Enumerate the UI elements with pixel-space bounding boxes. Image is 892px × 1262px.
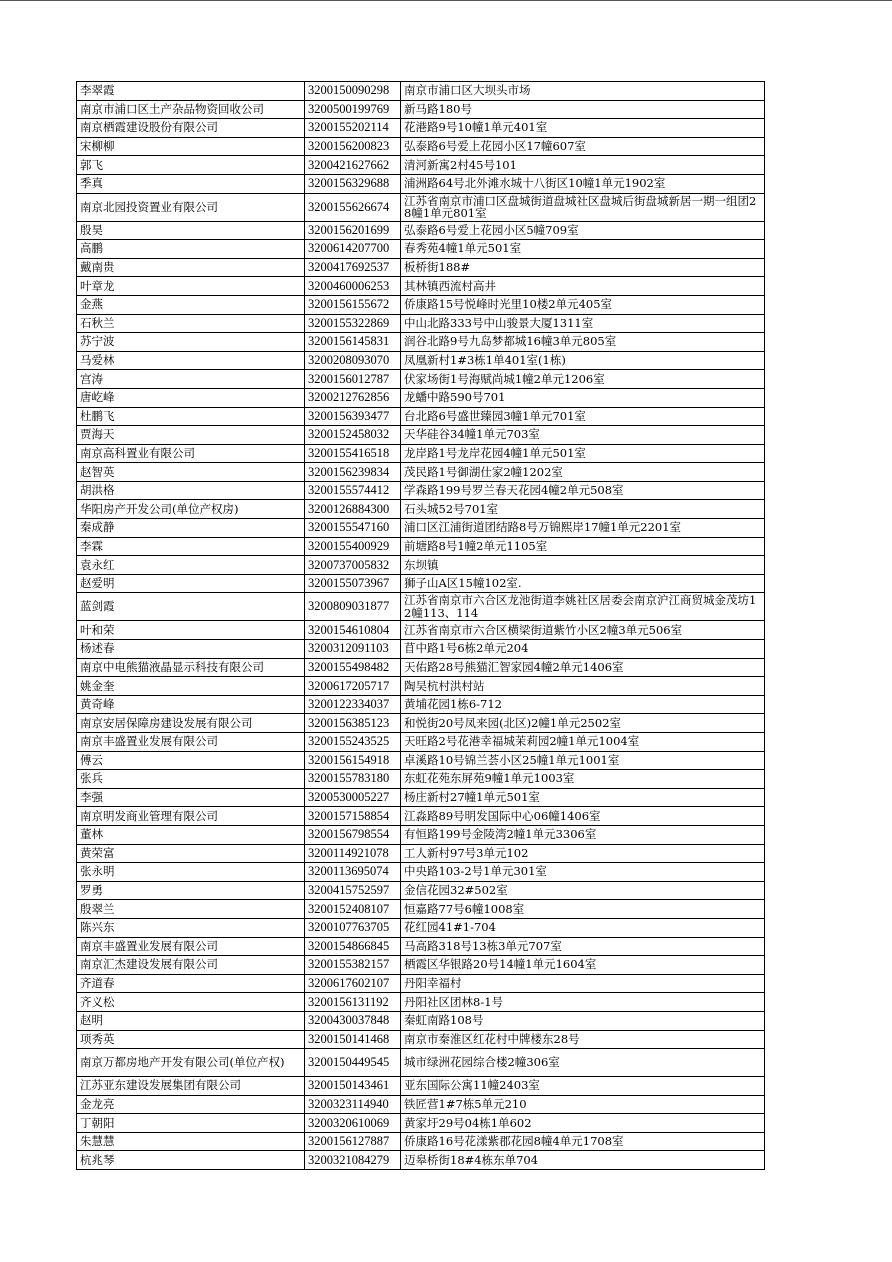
address-cell: 台北路6号盛世臻园3幢1单元701室 bbox=[401, 407, 765, 426]
table-row bbox=[77, 519, 765, 538]
address-cell: 龙岸路1号龙岸花园4幢1单元501室 bbox=[401, 444, 765, 463]
account-number-cell: 3200809031877 bbox=[305, 593, 401, 621]
table-row bbox=[77, 407, 765, 426]
account-number-cell: 3200500199769 bbox=[305, 100, 401, 119]
address-cell: 弘泰路6号爱上花园小区17幢607室 bbox=[401, 137, 765, 156]
address-cell: 弘泰路6号爱上花园小区5幢709室 bbox=[401, 221, 765, 240]
account-number-cell: 3200321084279 bbox=[305, 1151, 401, 1170]
owner-name-cell: 黄奇峰 bbox=[77, 695, 305, 714]
table-row bbox=[77, 426, 765, 445]
address-cell: 黄家圩29号04栋1单602 bbox=[401, 1114, 765, 1133]
owner-name-cell: 胡洪格 bbox=[77, 481, 305, 500]
table-row bbox=[77, 240, 765, 259]
table-row bbox=[77, 993, 765, 1012]
address-cell: 南京市秦淮区红花村中牌楼东28号 bbox=[401, 1030, 765, 1049]
owner-name-cell: 南京明发商业管理有限公司 bbox=[77, 807, 305, 826]
address-cell: 板桥街188# bbox=[401, 258, 765, 277]
address-cell: 江苏省南京市六合区横梁街道紫竹小区2幢3单元506室 bbox=[401, 621, 765, 640]
address-cell: 杨庄新村27幢1单元501室 bbox=[401, 788, 765, 807]
account-number-cell: 3200155202114 bbox=[305, 119, 401, 138]
address-cell: 天华硅谷34幢1单元703室 bbox=[401, 426, 765, 445]
table-row bbox=[77, 1132, 765, 1151]
table-row bbox=[77, 444, 765, 463]
table-row bbox=[77, 1151, 765, 1170]
owner-name-cell: 李翠霞 bbox=[77, 82, 305, 101]
owner-name-cell: 董林 bbox=[77, 825, 305, 844]
account-number-cell: 3200614207700 bbox=[305, 240, 401, 259]
table-row bbox=[77, 119, 765, 138]
address-cell: 茂民路1号御湖仕家2幢1202室 bbox=[401, 463, 765, 482]
owner-name-cell: 杭兆琴 bbox=[77, 1151, 305, 1170]
table-row bbox=[77, 593, 765, 621]
owner-name-cell: 高鹏 bbox=[77, 240, 305, 259]
table-row bbox=[77, 844, 765, 863]
address-cell: 浦洲路64号北外滩水城十八街区10幢1单元1902室 bbox=[401, 174, 765, 193]
address-cell: 栖霞区华银路20号14幢1单元1604室 bbox=[401, 956, 765, 975]
account-number-cell: 3200152458032 bbox=[305, 426, 401, 445]
account-number-cell: 3200155626674 bbox=[305, 193, 401, 221]
owner-name-cell: 金龙亮 bbox=[77, 1095, 305, 1114]
account-number-cell: 3200737005832 bbox=[305, 556, 401, 575]
table-row bbox=[77, 956, 765, 975]
table-row bbox=[77, 574, 765, 593]
address-cell: 清河新寓2村45号101 bbox=[401, 156, 765, 175]
owner-name-cell: 殷翠兰 bbox=[77, 900, 305, 919]
account-number-cell: 3200156393477 bbox=[305, 407, 401, 426]
account-number-cell: 3200156131192 bbox=[305, 993, 401, 1012]
address-cell: 江苏省南京市六合区龙池街道李姚社区居委会南京沪江商贸城金茂坊12幢113、114 bbox=[401, 593, 765, 621]
address-cell: 秦虹南路108号 bbox=[401, 1011, 765, 1030]
address-cell: 新马路180号 bbox=[401, 100, 765, 119]
address-cell: 侨康路15号悦峰时光里10楼2单元405室 bbox=[401, 295, 765, 314]
owner-name-cell: 石秋兰 bbox=[77, 314, 305, 333]
owner-name-cell: 张永明 bbox=[77, 863, 305, 882]
owner-name-cell: 陈兴东 bbox=[77, 918, 305, 937]
address-cell: 花港路9号10幢1单元401室 bbox=[401, 119, 765, 138]
account-number-cell: 3200312091103 bbox=[305, 640, 401, 659]
address-cell: 学森路199号罗兰春天花园4幢2单元508室 bbox=[401, 481, 765, 500]
address-cell: 亚东国际公寓11幢2403室 bbox=[401, 1077, 765, 1096]
account-number-cell: 3200155574412 bbox=[305, 481, 401, 500]
address-cell: 马高路318号13栋3单元707室 bbox=[401, 937, 765, 956]
owner-name-cell: 贾海天 bbox=[77, 426, 305, 445]
account-number-cell: 3200150143461 bbox=[305, 1077, 401, 1096]
address-cell: 其林镇西流村高井 bbox=[401, 277, 765, 296]
owner-name-cell: 南京丰盛置业发展有限公司 bbox=[77, 733, 305, 752]
address-cell: 卓溪路10号锦兰荟小区25幢1单元1001室 bbox=[401, 751, 765, 770]
address-cell: 龙蟠中路590号701 bbox=[401, 388, 765, 407]
owner-name-cell: 宋柳柳 bbox=[77, 137, 305, 156]
records-table bbox=[76, 81, 765, 1170]
account-number-cell: 3200155322869 bbox=[305, 314, 401, 333]
page-top-rule bbox=[0, 0, 892, 1]
table-row bbox=[77, 1049, 765, 1077]
account-number-cell: 3200617205717 bbox=[305, 677, 401, 696]
account-number-cell: 3200155073967 bbox=[305, 574, 401, 593]
owner-name-cell: 苏宁波 bbox=[77, 333, 305, 352]
table-row bbox=[77, 807, 765, 826]
owner-name-cell: 丁朝阳 bbox=[77, 1114, 305, 1133]
owner-name-cell: 姚金奎 bbox=[77, 677, 305, 696]
table-row bbox=[77, 351, 765, 370]
account-number-cell: 3200155498482 bbox=[305, 658, 401, 677]
address-cell: 丹阳幸福村 bbox=[401, 974, 765, 993]
owner-name-cell: 南京栖霞建设股份有限公司 bbox=[77, 119, 305, 138]
account-number-cell: 3200320610069 bbox=[305, 1114, 401, 1133]
table-row bbox=[77, 370, 765, 389]
owner-name-cell: 蓝剑霞 bbox=[77, 593, 305, 621]
owner-name-cell: 秦成静 bbox=[77, 519, 305, 538]
account-number-cell: 3200156798554 bbox=[305, 825, 401, 844]
address-cell: 前塘路8号1幢2单元1105室 bbox=[401, 537, 765, 556]
owner-name-cell: 季真 bbox=[77, 174, 305, 193]
table-row bbox=[77, 640, 765, 659]
table-row bbox=[77, 695, 765, 714]
owner-name-cell: 殷昊 bbox=[77, 221, 305, 240]
address-cell: 苜中路1号6栋2单元204 bbox=[401, 640, 765, 659]
account-number-cell: 3200156012787 bbox=[305, 370, 401, 389]
account-number-cell: 3200212762856 bbox=[305, 388, 401, 407]
address-cell: 黄埔花园1栋6-712 bbox=[401, 695, 765, 714]
address-cell: 花红园41#1-704 bbox=[401, 918, 765, 937]
account-number-cell: 3200156329688 bbox=[305, 174, 401, 193]
owner-name-cell: 齐道春 bbox=[77, 974, 305, 993]
address-cell: 金信花园32#502室 bbox=[401, 881, 765, 900]
table-row bbox=[77, 881, 765, 900]
table-row bbox=[77, 658, 765, 677]
account-number-cell: 3200208093070 bbox=[305, 351, 401, 370]
table-row bbox=[77, 537, 765, 556]
table-row bbox=[77, 677, 765, 696]
address-cell: 陶吴杭村洪村站 bbox=[401, 677, 765, 696]
owner-name-cell: 傅云 bbox=[77, 751, 305, 770]
owner-name-cell: 叶章龙 bbox=[77, 277, 305, 296]
owner-name-cell: 华阳房产开发公司(单位产权房) bbox=[77, 500, 305, 519]
table-row bbox=[77, 770, 765, 789]
account-number-cell: 3200155400929 bbox=[305, 537, 401, 556]
owner-name-cell: 张兵 bbox=[77, 770, 305, 789]
address-cell: 石头城52号701室 bbox=[401, 500, 765, 519]
address-cell: 伏家场街1号海赋尚城1幢2单元1206室 bbox=[401, 370, 765, 389]
account-number-cell: 3200430037848 bbox=[305, 1011, 401, 1030]
address-cell: 江苏省南京市浦口区盘城街道盘城社区盘城后街盘城新居一期一组团28幢1单元801室 bbox=[401, 193, 765, 221]
account-number-cell: 3200152408107 bbox=[305, 900, 401, 919]
table-row bbox=[77, 974, 765, 993]
owner-name-cell: 金燕 bbox=[77, 295, 305, 314]
address-cell: 狮子山A区15幢102室. bbox=[401, 574, 765, 593]
table-row bbox=[77, 751, 765, 770]
owner-name-cell: 南京市浦口区土产杂品物资回收公司 bbox=[77, 100, 305, 119]
owner-name-cell: 罗勇 bbox=[77, 881, 305, 900]
table-row bbox=[77, 621, 765, 640]
table-row bbox=[77, 100, 765, 119]
table-row bbox=[77, 1030, 765, 1049]
account-number-cell: 3200156385123 bbox=[305, 714, 401, 733]
account-number-cell: 3200156239834 bbox=[305, 463, 401, 482]
table-row bbox=[77, 900, 765, 919]
address-cell: 铁匠营1#7栋5单元210 bbox=[401, 1095, 765, 1114]
table-row bbox=[77, 333, 765, 352]
owner-name-cell: 项秀英 bbox=[77, 1030, 305, 1049]
account-number-cell: 3200154610804 bbox=[305, 621, 401, 640]
account-number-cell: 3200156145831 bbox=[305, 333, 401, 352]
account-number-cell: 3200156200823 bbox=[305, 137, 401, 156]
owner-name-cell: 南京万都房地产开发有限公司(单位产权) bbox=[77, 1049, 305, 1077]
table-row bbox=[77, 221, 765, 240]
account-number-cell: 3200150449545 bbox=[305, 1049, 401, 1077]
account-number-cell: 3200122334037 bbox=[305, 695, 401, 714]
account-number-cell: 3200460006253 bbox=[305, 277, 401, 296]
account-number-cell: 3200107763705 bbox=[305, 918, 401, 937]
account-number-cell: 3200156154918 bbox=[305, 751, 401, 770]
owner-name-cell: 唐屹峰 bbox=[77, 388, 305, 407]
address-cell: 城市绿洲花园综合楼2幢306室 bbox=[401, 1049, 765, 1077]
owner-name-cell: 南京安居保障房建设发展有限公司 bbox=[77, 714, 305, 733]
account-number-cell: 3200530005227 bbox=[305, 788, 401, 807]
owner-name-cell: 赵智英 bbox=[77, 463, 305, 482]
address-cell: 和悦街20号凤来园(北区)2幢1单元2502室 bbox=[401, 714, 765, 733]
account-number-cell: 3200323114940 bbox=[305, 1095, 401, 1114]
table-row bbox=[77, 258, 765, 277]
account-number-cell: 3200156155672 bbox=[305, 295, 401, 314]
owner-name-cell: 李霖 bbox=[77, 537, 305, 556]
table-row bbox=[77, 788, 765, 807]
address-cell: 凤凰新村1#3栋1单401室(1栋) bbox=[401, 351, 765, 370]
table-row bbox=[77, 314, 765, 333]
account-number-cell: 3200155416518 bbox=[305, 444, 401, 463]
owner-name-cell: 南京丰盛置业发展有限公司 bbox=[77, 937, 305, 956]
address-cell: 东坝镇 bbox=[401, 556, 765, 575]
address-cell: 工人新村97号3单元102 bbox=[401, 844, 765, 863]
owner-name-cell: 南京高科置业有限公司 bbox=[77, 444, 305, 463]
address-cell: 春秀苑4幢1单元501室 bbox=[401, 240, 765, 259]
table-row bbox=[77, 82, 765, 101]
owner-name-cell: 赵明 bbox=[77, 1011, 305, 1030]
table-row bbox=[77, 174, 765, 193]
table-row bbox=[77, 714, 765, 733]
table-row bbox=[77, 918, 765, 937]
owner-name-cell: 南京北园投资置业有限公司 bbox=[77, 193, 305, 221]
address-cell: 丹阳社区团林8-1号 bbox=[401, 993, 765, 1012]
owner-name-cell: 南京汇杰建设发展有限公司 bbox=[77, 956, 305, 975]
owner-name-cell: 杜鹏飞 bbox=[77, 407, 305, 426]
account-number-cell: 3200150090298 bbox=[305, 82, 401, 101]
owner-name-cell: 杨述春 bbox=[77, 640, 305, 659]
account-number-cell: 3200156127887 bbox=[305, 1132, 401, 1151]
account-number-cell: 3200415752597 bbox=[305, 881, 401, 900]
table-row bbox=[77, 825, 765, 844]
table-row bbox=[77, 137, 765, 156]
address-cell: 天佑路28号熊猫汇智家园4幢2单元1406室 bbox=[401, 658, 765, 677]
table-row bbox=[77, 295, 765, 314]
account-number-cell: 3200154866845 bbox=[305, 937, 401, 956]
table-row bbox=[77, 388, 765, 407]
account-number-cell: 3200421627662 bbox=[305, 156, 401, 175]
table-row bbox=[77, 937, 765, 956]
owner-name-cell: 黄荣富 bbox=[77, 844, 305, 863]
records-table-body bbox=[77, 82, 765, 1170]
account-number-cell: 3200114921078 bbox=[305, 844, 401, 863]
table-row bbox=[77, 863, 765, 882]
account-number-cell: 3200155783180 bbox=[305, 770, 401, 789]
address-cell: 东虹花苑东屏苑9幢1单元1003室 bbox=[401, 770, 765, 789]
owner-name-cell: 叶和荣 bbox=[77, 621, 305, 640]
owner-name-cell: 李强 bbox=[77, 788, 305, 807]
account-number-cell: 3200113695074 bbox=[305, 863, 401, 882]
account-number-cell: 3200150141468 bbox=[305, 1030, 401, 1049]
address-cell: 江淼路89号明发国际中心06幢1406室 bbox=[401, 807, 765, 826]
account-number-cell: 3200417692537 bbox=[305, 258, 401, 277]
owner-name-cell: 南京中电熊猫液晶显示科技有限公司 bbox=[77, 658, 305, 677]
table-row bbox=[77, 1114, 765, 1133]
owner-name-cell: 袁永红 bbox=[77, 556, 305, 575]
address-cell: 南京市浦口区大坝头市场 bbox=[401, 82, 765, 101]
owner-name-cell: 朱慧慧 bbox=[77, 1132, 305, 1151]
table-row bbox=[77, 1077, 765, 1096]
owner-name-cell: 宫涛 bbox=[77, 370, 305, 389]
table-row bbox=[77, 156, 765, 175]
account-number-cell: 3200155382157 bbox=[305, 956, 401, 975]
table-row bbox=[77, 1095, 765, 1114]
table-row bbox=[77, 556, 765, 575]
account-number-cell: 3200157158854 bbox=[305, 807, 401, 826]
owner-name-cell: 戴南贵 bbox=[77, 258, 305, 277]
table-row bbox=[77, 481, 765, 500]
account-number-cell: 3200156201699 bbox=[305, 221, 401, 240]
table-row bbox=[77, 500, 765, 519]
account-number-cell: 3200155547160 bbox=[305, 519, 401, 538]
owner-name-cell: 马爱林 bbox=[77, 351, 305, 370]
address-cell: 中央路103-2号1单元301室 bbox=[401, 863, 765, 882]
address-cell: 有恒路199号金陵湾2幢1单元3306室 bbox=[401, 825, 765, 844]
account-number-cell: 3200155243525 bbox=[305, 733, 401, 752]
table-row bbox=[77, 733, 765, 752]
address-cell: 侨康路16号花漾紫郡花园8幢4单元1708室 bbox=[401, 1132, 765, 1151]
table-row bbox=[77, 1011, 765, 1030]
address-cell: 浦口区江浦街道团结路8号万锦熙岸17幢1单元2201室 bbox=[401, 519, 765, 538]
address-cell: 润谷北路9号九岛梦都城16幢3单元805室 bbox=[401, 333, 765, 352]
account-number-cell: 3200617602107 bbox=[305, 974, 401, 993]
owner-name-cell: 江苏亚东建设发展集团有限公司 bbox=[77, 1077, 305, 1096]
address-cell: 中山北路333号中山骏景大厦1311室 bbox=[401, 314, 765, 333]
account-number-cell: 3200126884300 bbox=[305, 500, 401, 519]
owner-name-cell: 齐义松 bbox=[77, 993, 305, 1012]
owner-name-cell: 赵爱明 bbox=[77, 574, 305, 593]
table-row bbox=[77, 193, 765, 221]
address-cell: 天旺路2号花港幸福城茉莉园2幢1单元1004室 bbox=[401, 733, 765, 752]
table-row bbox=[77, 463, 765, 482]
table-row bbox=[77, 277, 765, 296]
address-cell: 恒嘉路77号6幢1008室 bbox=[401, 900, 765, 919]
owner-name-cell: 郭飞 bbox=[77, 156, 305, 175]
address-cell: 迈皋桥街18#4栋东单704 bbox=[401, 1151, 765, 1170]
